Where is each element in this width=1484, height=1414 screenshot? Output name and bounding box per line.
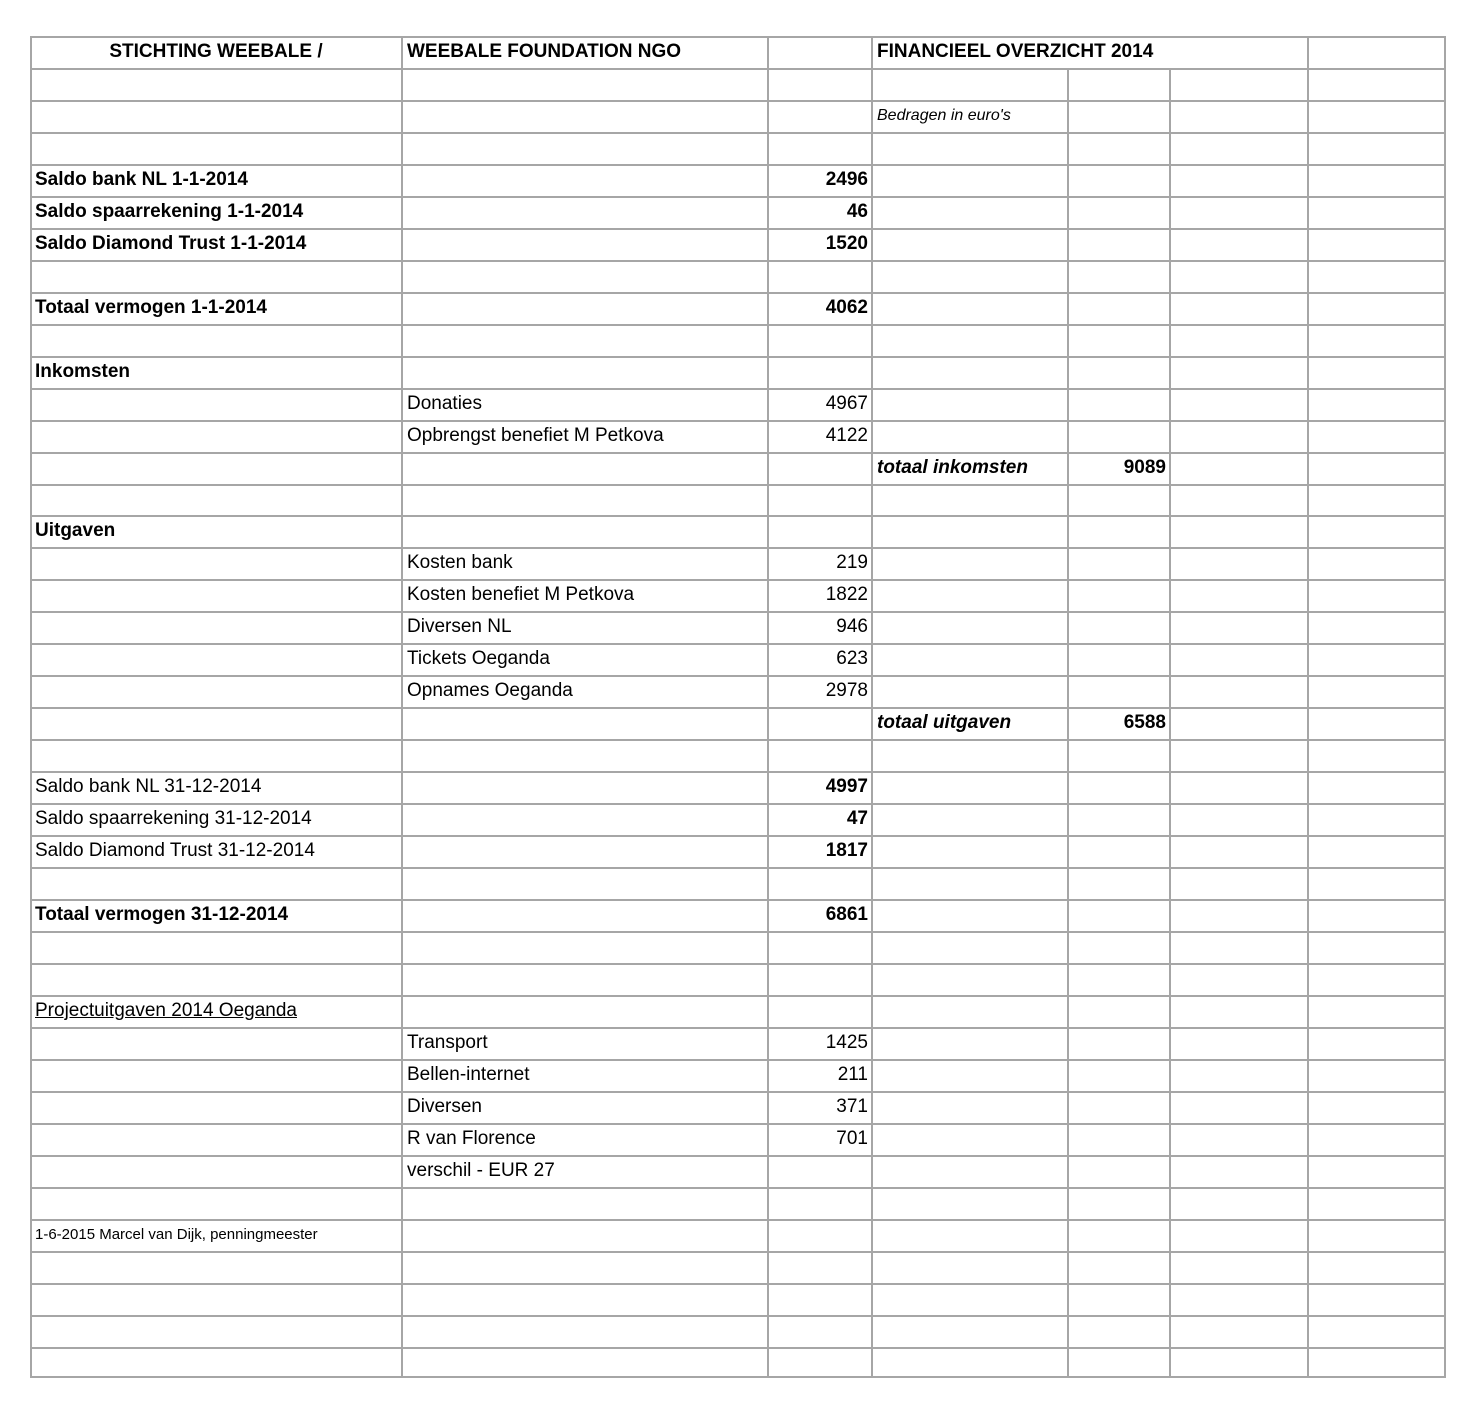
opening-label-bank: Saldo bank NL 1-1-2014 bbox=[35, 169, 248, 190]
project-item-label: Bellen-internet bbox=[407, 1064, 530, 1085]
uitgaven-total-value: 6588 bbox=[1123, 712, 1166, 733]
project-verschil: verschil - EUR 27 bbox=[407, 1160, 555, 1181]
grid-row-line bbox=[30, 1123, 1446, 1125]
grid-row-line bbox=[30, 388, 1446, 390]
grid-row-line bbox=[30, 420, 1446, 422]
grid-column-line bbox=[1444, 36, 1446, 1378]
grid-row-line bbox=[30, 579, 1446, 581]
project-item-label: Transport bbox=[407, 1032, 488, 1053]
project-item-value: 701 bbox=[836, 1128, 868, 1149]
grid-row-line bbox=[30, 1315, 1446, 1317]
grid-row-line bbox=[30, 1283, 1446, 1285]
grid-row-line bbox=[30, 547, 1446, 549]
project-heading: Projectuitgaven 2014 Oeganda bbox=[35, 1000, 297, 1021]
grid-row-line bbox=[30, 324, 1446, 326]
header-overzicht: FINANCIEEL OVERZICHT 2014 bbox=[877, 41, 1154, 62]
grid-row-line bbox=[30, 739, 1446, 741]
uitgaven-item-value: 946 bbox=[836, 616, 868, 637]
grid-row-line bbox=[30, 643, 1446, 645]
opening-value-diamond: 1520 bbox=[825, 233, 868, 254]
grid-row-line bbox=[30, 1155, 1446, 1157]
spreadsheet bbox=[30, 36, 1446, 1378]
grid-row-line bbox=[30, 132, 1446, 134]
grid-row-line bbox=[30, 1091, 1446, 1093]
grid-column-line bbox=[1307, 36, 1309, 1378]
uitgaven-item-label: Kosten benefiet M Petkova bbox=[407, 584, 635, 605]
project-item-label: R van Florence bbox=[407, 1128, 536, 1149]
inkomsten-total-label: totaal inkomsten bbox=[877, 457, 1028, 478]
grid-row-line bbox=[30, 484, 1446, 486]
grid-row-line bbox=[30, 356, 1446, 358]
opening-value-spaar: 46 bbox=[846, 201, 868, 222]
uitgaven-item-label: Tickets Oeganda bbox=[407, 648, 550, 669]
opening-value-bank: 2496 bbox=[825, 169, 868, 190]
closing-label-spaar: Saldo spaarrekening 31-12-2014 bbox=[35, 808, 312, 829]
header-foundation: WEEBALE FOUNDATION NGO bbox=[407, 41, 682, 62]
inkomsten-total-value: 9089 bbox=[1123, 457, 1166, 478]
grid-row-line bbox=[30, 1059, 1446, 1061]
grid-row-line bbox=[30, 452, 1446, 454]
inkomsten-item-label: Opbrengst benefiet M Petkova bbox=[407, 425, 664, 446]
uitgaven-heading: Uitgaven bbox=[35, 520, 116, 541]
grid-row-line bbox=[30, 707, 1446, 709]
opening-label-spaar: Saldo spaarrekening 1-1-2014 bbox=[35, 201, 304, 222]
opening-total-value: 4062 bbox=[825, 297, 868, 318]
inkomsten-heading: Inkomsten bbox=[35, 361, 131, 382]
bedragen-note: Bedragen in euro's bbox=[877, 107, 1011, 124]
closing-total-value: 6861 bbox=[825, 904, 868, 925]
uitgaven-item-label: Opnames Oeganda bbox=[407, 680, 573, 701]
project-item-value: 1425 bbox=[825, 1032, 868, 1053]
inkomsten-item-value: 4967 bbox=[825, 393, 868, 414]
uitgaven-item-value: 2978 bbox=[825, 680, 868, 701]
uitgaven-item-value: 623 bbox=[836, 648, 868, 669]
uitgaven-item-label: Diversen NL bbox=[407, 616, 512, 637]
opening-total-label: Totaal vermogen 1-1-2014 bbox=[35, 297, 267, 318]
signature-line: 1-6-2015 Marcel van Dijk, penningmeester bbox=[35, 1226, 318, 1243]
grid-row-line bbox=[30, 1027, 1446, 1029]
uitgaven-item-label: Kosten bank bbox=[407, 552, 513, 573]
closing-value-diamond: 1817 bbox=[825, 840, 868, 861]
closing-total-label: Totaal vermogen 31-12-2014 bbox=[35, 904, 289, 925]
grid-row-line bbox=[30, 1187, 1446, 1189]
grid-row-line bbox=[30, 260, 1446, 262]
inkomsten-item-value: 4122 bbox=[825, 425, 868, 446]
closing-label-diamond: Saldo Diamond Trust 31-12-2014 bbox=[35, 840, 315, 861]
uitgaven-item-value: 219 bbox=[836, 552, 868, 573]
grid-row-line bbox=[30, 611, 1446, 613]
uitgaven-item-value: 1822 bbox=[825, 584, 868, 605]
grid-row-line bbox=[30, 931, 1446, 933]
grid-row-line bbox=[30, 867, 1446, 869]
grid-row-line bbox=[30, 675, 1446, 677]
project-item-value: 371 bbox=[836, 1096, 868, 1117]
grid-row-line bbox=[30, 1376, 1446, 1378]
project-item-value: 211 bbox=[837, 1064, 868, 1085]
uitgaven-total-label: totaal uitgaven bbox=[877, 712, 1012, 733]
closing-value-bank: 4997 bbox=[825, 776, 868, 797]
grid-row-line bbox=[30, 515, 1446, 517]
closing-label-bank: Saldo bank NL 31-12-2014 bbox=[35, 776, 262, 797]
opening-label-diamond: Saldo Diamond Trust 1-1-2014 bbox=[35, 233, 307, 254]
grid-row-line bbox=[30, 68, 1446, 70]
header-stichting: STICHTING WEEBALE / bbox=[109, 41, 323, 62]
grid-row-line bbox=[30, 1347, 1446, 1349]
grid-row-line bbox=[30, 100, 1446, 102]
project-item-label: Diversen bbox=[407, 1096, 482, 1117]
inkomsten-item-label: Donaties bbox=[407, 393, 482, 414]
grid-row-line bbox=[30, 963, 1446, 965]
closing-value-spaar: 47 bbox=[846, 808, 868, 829]
grid-row-line bbox=[30, 1251, 1446, 1253]
